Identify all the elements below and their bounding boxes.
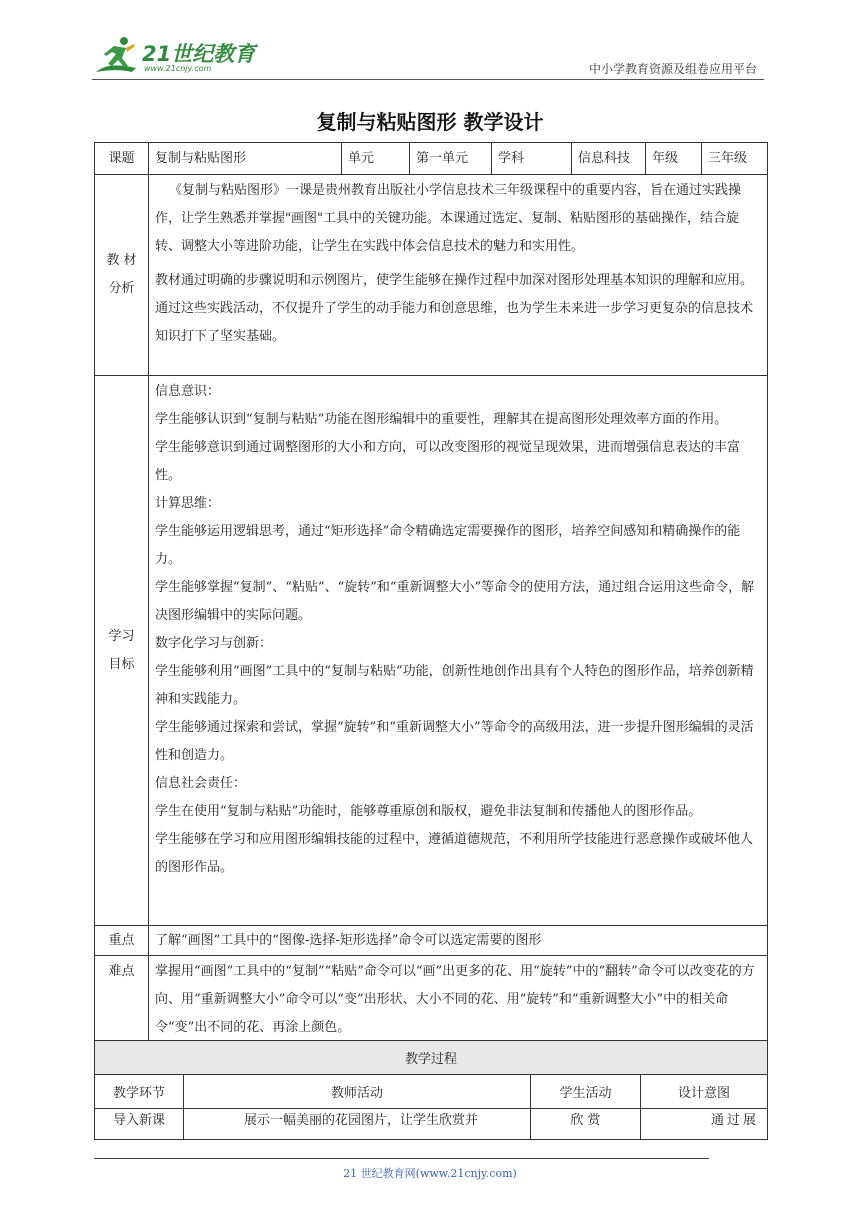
objective-line: 学生能够意识到通过调整图形的大小和方向，可以改变图形的视觉呈现效果，进而增强信息表达的丰富性。 <box>155 440 741 483</box>
student-activity-cell: 欣 赏 <box>531 1109 641 1140</box>
objective-line: 数字化学习与创新： <box>155 636 273 651</box>
subject-value: 复制与粘贴图形 <box>149 143 342 175</box>
key-point-row <box>95 926 768 956</box>
analysis-label-line1: 教 材 <box>106 253 137 268</box>
objective-line: 计算思维： <box>155 496 221 511</box>
objectives-label-line2: 目标 <box>108 656 135 672</box>
key-point-label: 重点 <box>95 926 149 956</box>
column-header: 教师活动 <box>184 1075 531 1109</box>
site-logo <box>92 34 272 80</box>
difficulty-row <box>95 956 768 1043</box>
unit-label: 单元 <box>342 143 410 175</box>
objective-line: 信息意识： <box>155 384 221 399</box>
lesson-design-table <box>94 142 768 1043</box>
column-header: 教学环节 <box>95 1075 184 1109</box>
process-heading-row <box>95 1041 768 1075</box>
objective-line: 学生能够掌握“复制”、“粘贴”、“旋转”和“重新调整大小”等命令的使用方法，通过组合运用这些命令，解决图形编辑中的实际问题。 <box>155 580 755 623</box>
discipline-value: 信息科技 <box>572 143 646 175</box>
objectives-content <box>149 376 768 926</box>
analysis-row <box>95 175 768 376</box>
analysis-content <box>149 175 768 376</box>
column-header: 设计意图 <box>641 1075 768 1109</box>
key-point-text: 了解“画图”工具中的“图像-选择-矩形选择”命令可以选定需要的图形 <box>149 926 768 956</box>
objectives-row <box>95 376 768 926</box>
process-columns-row <box>95 1075 768 1109</box>
objective-line: 信息社会责任： <box>155 776 247 791</box>
footer-text: 21 世纪教育网(www.21cnjy.com) <box>343 1167 517 1180</box>
document-title: 复制与粘贴图形 教学设计 <box>316 110 544 134</box>
objectives-label <box>95 376 149 926</box>
objectives-label-line1: 学习 <box>108 628 135 644</box>
objective-line: 学生能够认识到“复制与粘贴”功能在图形编辑中的重要性，理解其在提高图形处理效率方面的作用。 <box>155 412 728 427</box>
process-row <box>95 1109 768 1140</box>
logo-url: www.21cnjy.com <box>144 64 212 73</box>
teaching-process-table <box>94 1040 768 1140</box>
page-header <box>0 0 860 90</box>
grade-label: 年级 <box>646 143 702 175</box>
unit-value: 第一单元 <box>410 143 492 175</box>
platform-name: 中小学教育资源及组卷应用平台 <box>588 62 757 76</box>
objective-line: 学生在使用“复制与粘贴”功能时，能够尊重原创和版权，避免非法复制和传播他人的图形作品。 <box>155 804 702 819</box>
objective-line: 学生能够运用逻辑思考，通过“矩形选择”命令精确选定需要操作的图形，培养空间感知和精确操作的能力。 <box>155 524 741 567</box>
logo-text: 21世纪教育 <box>142 42 256 66</box>
analysis-label-line2: 分析 <box>108 281 135 296</box>
analysis-label <box>95 175 149 376</box>
runner-icon <box>92 34 142 78</box>
objective-line: 学生能够利用“画图”工具中的“复制与粘贴”功能，创新性地创作出具有个人特色的图形作品，培养创新精神和实践能力。 <box>155 664 754 707</box>
column-header: 学生活动 <box>531 1075 641 1109</box>
footer-divider <box>94 1158 709 1159</box>
stage-cell: 导入新课 <box>95 1109 184 1140</box>
discipline-label: 学科 <box>492 143 572 175</box>
header-divider <box>92 79 764 80</box>
design-intent-cell: 通过展 <box>641 1109 768 1140</box>
difficulty-label: 难点 <box>95 956 149 1043</box>
teacher-activity-cell: 展示一幅美丽的花园图片，让学生欣赏并 <box>184 1109 531 1140</box>
analysis-paragraph: 《复制与粘贴图形》一课是贵州教育出版社小学信息技术三年级课程中的重要内容，旨在通过实践操作，让学生熟悉并掌握"画图"工具中的关键功能。本课通过选定、复制、粘贴图形的基础操作，结合旋转、调整大小等进阶功能，让学生在实践中体会信息技术的魅力和实用性。 <box>155 183 742 254</box>
analysis-paragraph: 教材通过明确的步骤说明和示例图片，使学生能够在操作过程中加深对图形处理基本知识的理解和应用。通过这些实践活动，不仅提升了学生的动手能力和创意思维，也为学生未来进一步学习更复杂的信息技术知识打下了坚实基础。 <box>155 273 754 344</box>
subject-label: 课题 <box>95 143 149 175</box>
info-row <box>95 143 768 175</box>
objective-line: 学生能够通过探索和尝试，掌握“旋转”和“重新调整大小”等命令的高级用法，进一步提升图形编辑的灵活性和创造力。 <box>155 720 754 763</box>
difficulty-text: 掌握用“画图”工具中的“复制”“粘贴”命令可以“画”出更多的花、用“旋转”中的“翻转”命令可以改变花的方向、用“重新调整大小”命令可以“变”出形状、大小不同的花、用“旋转”和“重新调整大小”中的相关命令“变”出不同的花、再涂上颜色。 <box>149 956 768 1043</box>
grade-value: 三年级 <box>702 143 768 175</box>
objective-line: 学生能够在学习和应用图形编辑技能的过程中，遵循道德规范，不利用所学技能进行恶意操作或破坏他人的图形作品。 <box>155 832 754 875</box>
process-heading: 教学过程 <box>95 1041 768 1075</box>
